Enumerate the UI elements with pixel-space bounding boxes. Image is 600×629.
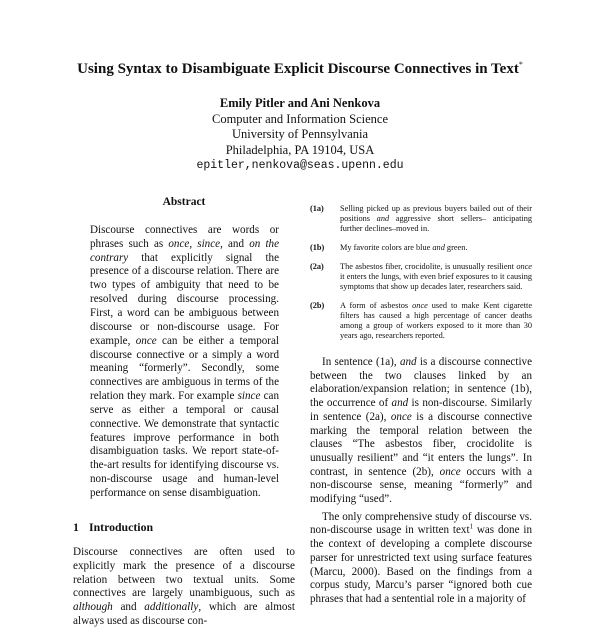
affiliation-dept: Computer and Information Science	[212, 111, 388, 126]
discussion-paragraph: In sentence (1a), and is a discourse connective between the two clauses linked by an elaboration/expansion relation; in sentence (1b), the occurrence of and is non-discourse. Similarly in sentence (2a), once is a discourse connective marking the temporal relation between the clauses “The asbestos fiber, crocidolite is unusually resilient” and “it enters the lungs”. In contrast, in sentence (2b), once occurs with a non-discourse sense, meaning “formerly” and modifying “used”.	[310, 356, 533, 506]
left-column	[73, 196, 295, 629]
right-column	[310, 204, 532, 607]
paper-title: Using Syntax to Disambiguate Explicit Discourse Connectives in Text*	[77, 60, 523, 77]
section-title: Introduction	[89, 519, 154, 534]
example-2b: (2b) A form of asbestos once used to make Kent cigarette filters has caused a high percentage of cancer deaths among a group of workers exposed to it more than 30 years ago, researchers reported.	[310, 301, 533, 340]
example-1a: (1a) Selling picked up as previous buyers bailed out of their positions and aggressive short sellers– anticipating further declines–moved in.	[310, 204, 533, 233]
section-number: 1	[73, 519, 79, 534]
intro-paragraph: Discourse connectives are often used to explicitly mark the presence of a discourse relation between two textual units. Some connectives are largely unambiguous, such as although and additionally, which are almost always used as discourse con-	[73, 545, 295, 628]
abstract-heading: Abstract	[162, 196, 206, 208]
prior-work-paragraph: The only comprehensive study of discourse vs. non-discourse usage in written text$^1$ was done in the context of developing a complete discourse parser for unrestricted text using surface features (Marcu, 2000). Based on the findings from a corpus study, Marcu’s parser “ignored both cue phrases that had a sentential role in a majority of	[310, 510, 532, 605]
title-footnote-mark: *	[518, 60, 523, 69]
example-2a: (2a) The asbestos fiber, crocidolite, is unusually resilient once it enters the lungs, with even brief exposures to it causing symptoms that show up decades later, researchers said.	[310, 262, 532, 291]
author-names: Emily Pitler and Ani Nenkova	[219, 96, 381, 110]
author-block	[0, 96, 600, 174]
affiliation-univ: University of Pennsylvania	[231, 127, 369, 141]
example-1b: (1b) My favorite colors are blue and green.	[310, 243, 468, 252]
section-heading-introduction	[73, 521, 295, 535]
affiliation-addr: Philadelphia, PA 19104, USA	[225, 142, 375, 157]
author-email: epitler,nenkova@seas.upenn.edu	[196, 159, 404, 172]
footnote-mark: 1	[469, 522, 474, 531]
abstract-text: Discourse connectives are words or phrases such as once, since, and on the contrary that explicitly signal the presence of a discourse relation. There are two types of ambiguity that need to be resolved during discourse processing. First, a word can be ambiguous between discourse or non-discourse usage. For example, once can be either a temporal discourse connective or a simply a word meaning “formerly”. Secondly, some connectives are ambiguous in terms of the relation they mark. For example since can serve as either a temporal or causal connective. We demonstrate that syntactic features improve performance in both disambiguation tasks. We report state-of-the-art results for identifying discourse vs. non-discourse usage and human-level performance on sense disambiguation.	[90, 223, 280, 499]
